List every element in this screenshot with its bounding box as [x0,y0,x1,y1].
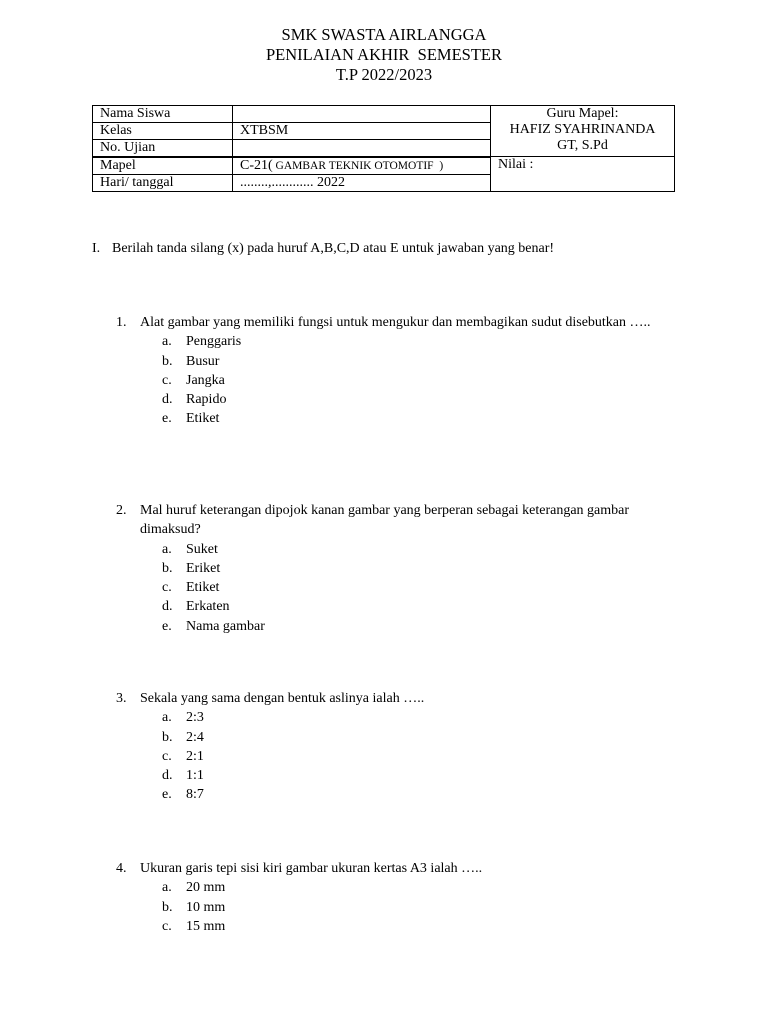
option-c[interactable] [162,917,656,936]
option-letter: d. [162,392,173,408]
question-1 [116,313,656,429]
question-2 [116,501,656,636]
question-number: 1. [116,315,127,330]
mapel-code: C-21( [240,158,273,173]
option-e[interactable] [162,409,656,428]
option-text: 2:3 [186,710,204,726]
option-letter: b. [162,353,173,369]
option-letter: d. [162,599,173,615]
hari-label: Hari/ tanggal [93,175,233,192]
question-3 [116,689,656,805]
instruction [92,240,554,257]
option-a[interactable] [162,540,656,559]
option-a[interactable] [162,332,656,351]
option-text: Erkaten [186,599,230,615]
guru-name: HAFIZ SYAHRINANDA [509,122,656,137]
option-b[interactable] [162,352,656,371]
mapel-name: GAMBAR TEKNIK OTOMOTIF ) [272,160,444,172]
option-d[interactable] [162,390,656,409]
ujian-value [233,140,491,157]
option-letter: d. [162,768,173,784]
option-e[interactable] [162,785,656,804]
option-b[interactable] [162,728,656,747]
option-letter: b. [162,560,173,576]
option-a[interactable] [162,878,656,897]
exam-title: PENILAIAN AKHIR SEMESTER [265,45,503,64]
question-text: Ukuran garis tepi sisi kiri gambar ukuran kertas A3 ialah ….. [140,861,483,876]
student-info-table [92,105,675,192]
option-letter: c. [162,372,172,388]
option-list [162,878,656,936]
instruction-number: I. [92,241,101,256]
option-letter: b. [162,729,173,745]
question-4 [116,859,656,936]
question-number: 3. [116,691,127,706]
option-text: Etiket [186,580,220,596]
option-text: 8:7 [186,787,204,803]
question-text: Alat gambar yang memiliki fungsi untuk mengukur dan membagikan sudut disebutkan ….. [140,315,651,330]
option-list [162,332,656,428]
option-text: 15 mm [186,918,226,934]
option-list [162,540,656,636]
option-letter: a. [162,710,172,726]
option-text: Nama gambar [186,618,265,634]
option-letter: b. [162,899,173,915]
option-text: 2:4 [186,729,204,745]
option-text: 20 mm [186,880,226,896]
ujian-label: No. Ujian [93,140,233,157]
option-text: Suket [186,541,218,557]
option-text: 10 mm [186,899,226,915]
option-text: Eriket [186,560,221,576]
option-c[interactable] [162,747,656,766]
nilai-label: Nilai : [498,157,534,172]
option-c[interactable] [162,371,656,390]
option-list [162,708,656,804]
option-letter: a. [162,334,172,350]
option-letter: e. [162,787,172,803]
option-b[interactable] [162,559,656,578]
option-b[interactable] [162,898,656,917]
document-header [0,25,768,85]
kelas-value: XTBSM [233,123,491,140]
option-e[interactable] [162,617,656,636]
guru-title: GT, S.Pd [557,138,608,153]
option-letter: a. [162,880,172,896]
option-text: Penggaris [186,334,242,350]
option-text: Jangka [186,372,225,388]
option-letter: c. [162,580,172,596]
option-text: 1:1 [186,768,204,784]
option-a[interactable] [162,708,656,727]
instruction-text: Berilah tanda silang (x) pada huruf A,B,C,D atau E untuk jawaban yang benar! [112,241,555,256]
school-year: T.P 2022/2023 [335,65,433,84]
option-text: Rapido [186,392,227,408]
guru-cell [491,106,675,157]
question-number: 4. [116,861,127,876]
option-text: Busur [186,353,220,369]
kelas-label: Kelas [93,123,233,140]
question-number: 2. [116,503,127,518]
option-letter: e. [162,411,172,427]
hari-value: ........,............ 2022 [233,175,491,192]
question-text: Sekala yang sama dengan bentuk aslinya ialah ….. [140,691,425,706]
nilai-cell [491,157,675,192]
guru-label: Guru Mapel: [546,106,619,121]
option-letter: c. [162,918,172,934]
option-d[interactable] [162,597,656,616]
option-letter: a. [162,541,172,557]
mapel-label: Mapel [93,158,233,175]
school-name: SMK SWASTA AIRLANGGA [281,25,487,44]
option-text: 2:1 [186,748,204,764]
nama-label: Nama Siswa [93,106,233,123]
option-letter: e. [162,618,172,634]
option-c[interactable] [162,578,656,597]
option-text: Etiket [186,411,220,427]
option-letter: c. [162,748,172,764]
option-d[interactable] [162,766,656,785]
mapel-value [233,158,491,175]
question-text: Mal huruf keterangan dipojok kanan gambar yang berperan sebagai keterangan gambar dimaksud? [140,503,630,538]
nama-value [233,106,491,123]
